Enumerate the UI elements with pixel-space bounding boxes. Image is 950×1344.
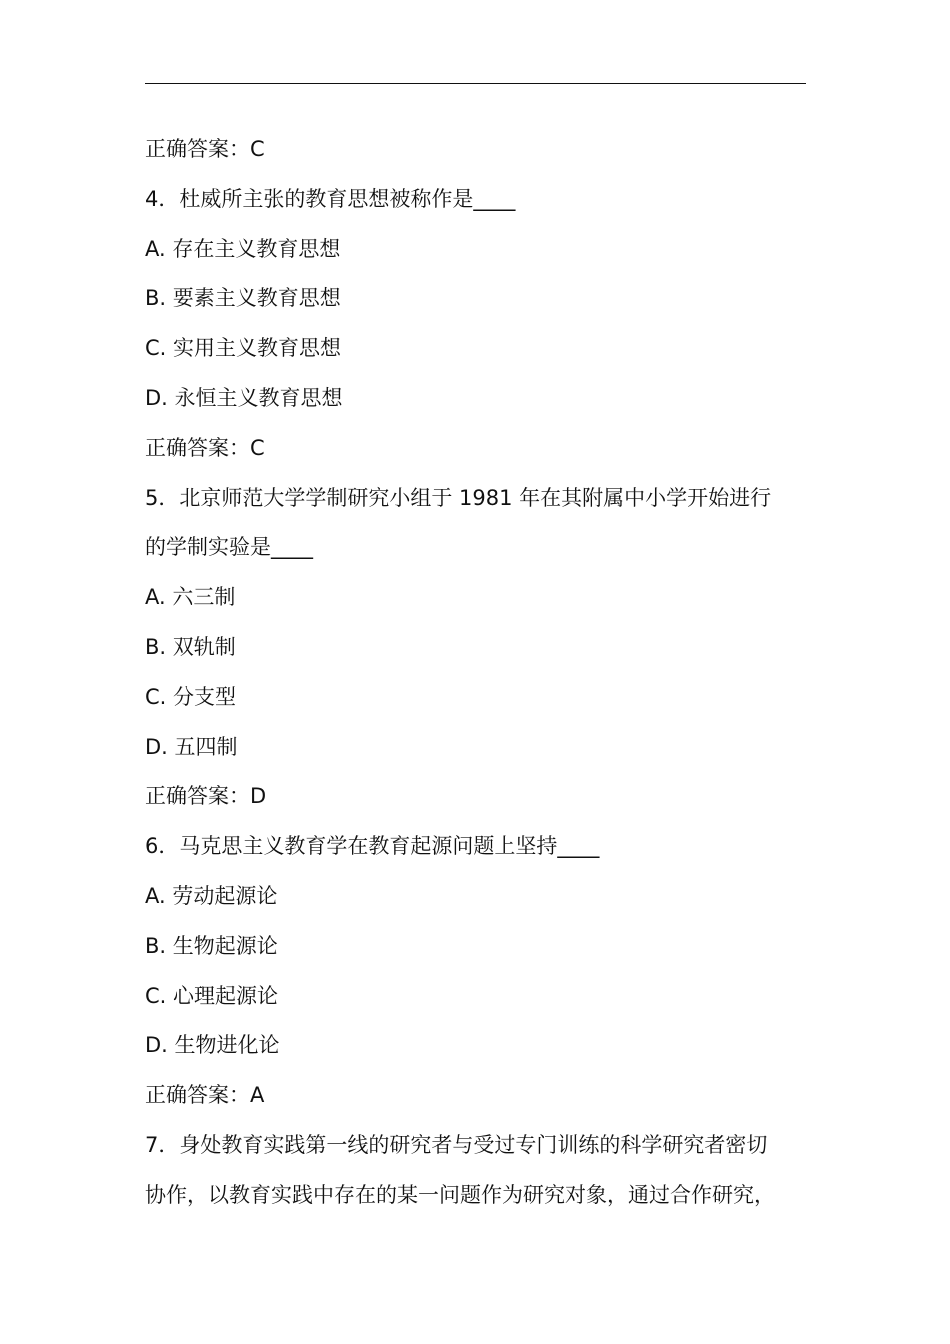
question-5-stem-line-2: 的学制实验是____ xyxy=(145,535,313,560)
answer-line-q3: 正确答案：C xyxy=(145,137,265,161)
question-6-option-d: D. 生物进化论 xyxy=(145,1033,280,1058)
question-5-option-c: C. 分支型 xyxy=(145,684,237,709)
question-4-option-d: D. 永恒主义教育思想 xyxy=(145,385,343,410)
question-5-stem-line-1: 5．北京师范大学学制研究小组于 1981 年在其附属中小学开始进行 xyxy=(145,485,772,510)
question-4-option-a: A. 存在主义教育思想 xyxy=(145,236,341,261)
header-rule xyxy=(145,83,806,84)
answer-line-q5: 正确答案：D xyxy=(145,784,267,809)
question-7-stem-line-2: 协作，以教育实践中存在的某一问题作为研究对象，通过合作研究， xyxy=(145,1182,775,1207)
question-6-option-b: B. 生物起源论 xyxy=(145,933,278,958)
question-6-option-a: A. 劳动起源论 xyxy=(145,883,278,908)
question-5-option-a: A. 六三制 xyxy=(145,585,236,610)
question-4-option-b: B. 要素主义教育思想 xyxy=(145,286,341,311)
question-5-option-d: D. 五四制 xyxy=(145,734,238,759)
question-6-option-c: C. 心理起源论 xyxy=(145,983,279,1008)
question-6-stem: 6．马克思主义教育学在教育起源问题上坚持____ xyxy=(145,834,600,859)
answer-line-q6: 正确答案：A xyxy=(145,1083,265,1108)
question-5-option-b: B. 双轨制 xyxy=(145,634,236,659)
question-content xyxy=(145,125,806,1221)
question-4-stem: 4．杜威所主张的教育思想被称作是____ xyxy=(145,186,516,211)
question-7-stem-line-1: 7．身处教育实践第一线的研究者与受过专门训练的科学研究者密切 xyxy=(145,1132,768,1157)
answer-line-q4: 正确答案：C xyxy=(145,435,265,460)
question-4-option-c: C. 实用主义教育思想 xyxy=(145,336,342,361)
